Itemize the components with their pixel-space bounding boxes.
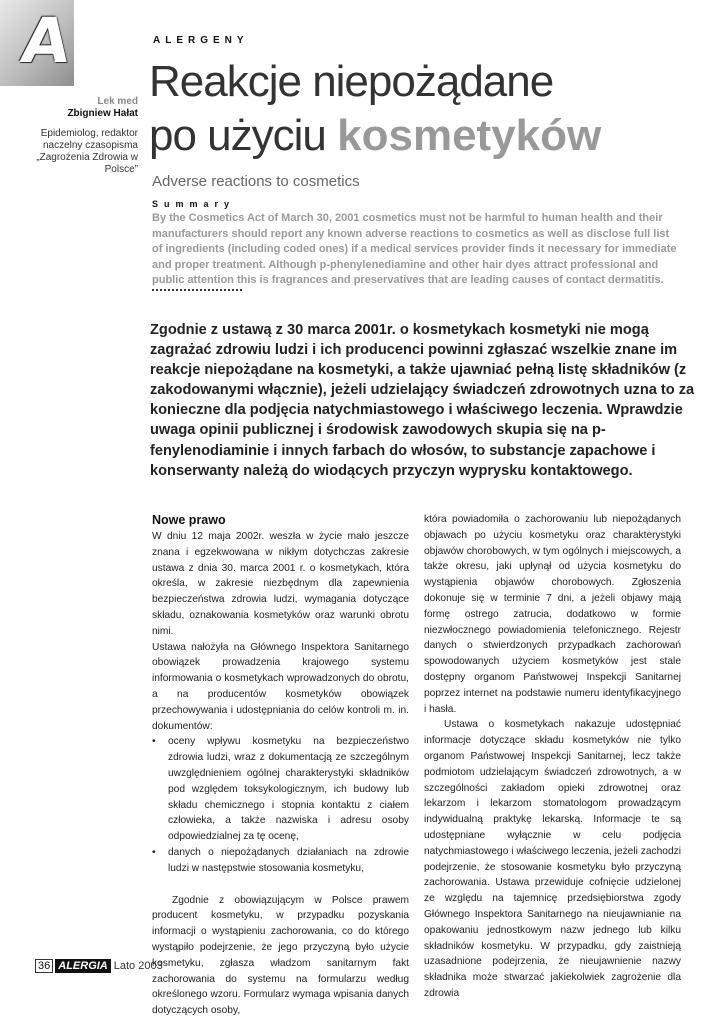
article-subtitle: Adverse reactions to cosmetics xyxy=(152,173,360,190)
author-block xyxy=(20,96,138,176)
author-role: Lek med xyxy=(97,96,138,107)
summary-label: Summary xyxy=(152,199,236,209)
paragraph: W dniu 12 maja 2002r. weszła w życie mało jeszcze znana i egzekwowana w nikłym dotychczas zakresie ustawa z dnia 30. marca 2001 r. o kosmetykach, która określa, w zakresie niezbędnym dla zapewnienia bezpieczeństwa zdrowia ludzi, wymagania dotyczące składu, oznakowania kosmetyków oraz warunki obrotu nimi. xyxy=(152,531,409,637)
list-item: • danych o niepożądanych działaniach na zdrowie ludzi w następstwie stosowania kosmetyku, xyxy=(152,845,409,877)
author-name: Zbigniew Hałat xyxy=(67,108,138,119)
title-regular-part: po użyciu xyxy=(149,111,326,160)
dotted-divider xyxy=(152,289,242,291)
issue-label: Lato 2003 xyxy=(113,960,163,972)
bullet-list xyxy=(152,734,409,876)
magazine-brand: ALERGIA xyxy=(55,959,111,973)
paragraph: która powiadomiła o zachorowaniu lub niepożądanych objawach po użyciu kosmetyku oraz charakterystyki objawów chorobowych, w tym ogólnych i miejscowych, a także okresu, jaki upłynął od użycia kosmetyku do wystąpienia objawów chorobowych. Zgłoszenia dokonuje się w terminie 7 dni, a jeżeli objawy mają formę ostrego zatrucia, dodatkowo w formie niezwłocznego powiadomienia telefonicznego. Rejestr danych o stwierdzonych przypadkach zachorowań spowodowanych użyciem kosmetyków jest stale dostępny organom Państwowej Inspekcji Sanitarnej poprzez internet na podstawie numeru identyfikacyjnego i hasła. xyxy=(424,514,681,715)
list-item: • oceny wpływu kosmetyku na bezpieczeństwo zdrowia ludzi, wraz z dokumentacją ze szczególnym uwzględnieniem ogólnej charakterystyki składników pod względem toksykologicznym, ich budowy lub składu chemicznego i stopnia kontaktu z ciałem człowieka, a także nazwiska i adresu osoby odpowiedzialnej za tę ocenę, xyxy=(152,734,409,845)
article-title-line1: Reakcje niepożądane xyxy=(149,57,554,106)
spacer xyxy=(152,877,409,893)
page-footer xyxy=(35,959,163,973)
section-corner-tab xyxy=(0,0,74,86)
text-column-right xyxy=(424,512,681,1002)
title-bold-part: kosmetyków xyxy=(337,111,602,160)
paragraph: Ustawa o kosmetykach nakazuje udostępniać informacje dotyczące składu kosmetyków nie tylko organom Państwowej Inspekcji Sanitarnej, lecz także podmiotom udzielającym świadczeń zdrowotnych, a w szczególności zakładom opieki zdrowotnej oraz lekarzom i lekarzom stomatologom prowadzącym indywidualną praktykę lekarską. Informacje te są udostępniane wyłącznie w celu podjęcia natychmiastowego i właściwego leczenia, jeżeli zachodzi podejrzenie, że stosowanie kosmetyku było przyczyną zachorowania. Ustawa przewiduje cofnięcie udzielonej ze względu na tajemnicę przedsiębiorstwa zgody Głównego Inspektora Sanitarnego na nieujawnianie na opakowaniu jednostkowym nazw jednego lub kilku składników kosmetyku. W przypadku, gdy zaistnieją uzasadnione podejrzenia, że nieujawnienie nazwy składnika może stwarzać jakiekolwiek zagrożenie dla zdrowia xyxy=(424,719,681,999)
author-description: Epidemiolog, redaktor naczelny czasopisma „Zagrożenia Zdrowia w Polsce” xyxy=(36,128,138,175)
section-label: ALERGENY xyxy=(153,35,249,46)
lead-paragraph: Zgodnie z ustawą z 30 marca 2001r. o kosmetykach kosmetyki nie mogą zagrażać zdrowiu ludzi i ich producenci powinni zgłaszać wszelkie znane im reakcje niepożądane na kosmetyki, a także ujawniać pełną listę składników (z zakodowanymi włącznie), jeżeli udzielający świadczeń zdrowotnych uzna to za konieczne dla podjęcia natychmiastowego i właściwego leczenia. Wprawdzie uwaga opinii publicznej i środowisk zawodowych skupia się na p-fenylenodiaminie i innych farbach do włosów, to substancje zapachowe i konserwanty należą do wiodących przyczyn wyprysku kontaktowego. xyxy=(150,322,695,479)
text-column-left xyxy=(152,512,409,1019)
section-letter: A xyxy=(16,4,74,77)
section-heading: Nowe prawo xyxy=(152,513,226,527)
summary-text: By the Cosmetics Act of March 30, 2001 cosmetics must not be harmful to human health and their manufacturers should report any known adverse reactions to cosmetics as well as disclose full list of ingredients (including coded ones) if a medical services provider finds it necessary for immediate and proper treatment. Although p-phenylenediamine and other hair dyes attract professional and public attention this is fragrances and preservatives that are leading causes of contact dermatitis. xyxy=(152,212,677,286)
article-title-line2 xyxy=(149,111,601,161)
paragraph: Zgodnie z obowiązującym w Polsce prawem producent kosmetyku, w przypadku pozyskania informacji o wystąpieniu zachorowania, co do którego wystąpiło podejrzenie, że jego przyczyną było użycie kosmetyku, zgłasza władzom sanitarnym fakt zachorowania do systemu na formularzu według określonego wzoru. Formularz wymaga wpisania danych dotyczących osoby, xyxy=(152,894,409,1017)
paragraph: Ustawa nałożyła na Głównego Inspektora Sanitarnego obowiązek prowadzenia krajowego systemu informowania o kosmetykach wprowadzonych do obrotu, a na producentów kosmetyków obowiązek przechowywania i udostępniania do celów kontroli m. in. dokumentów: xyxy=(152,641,409,732)
page-number: 36 xyxy=(35,959,53,973)
